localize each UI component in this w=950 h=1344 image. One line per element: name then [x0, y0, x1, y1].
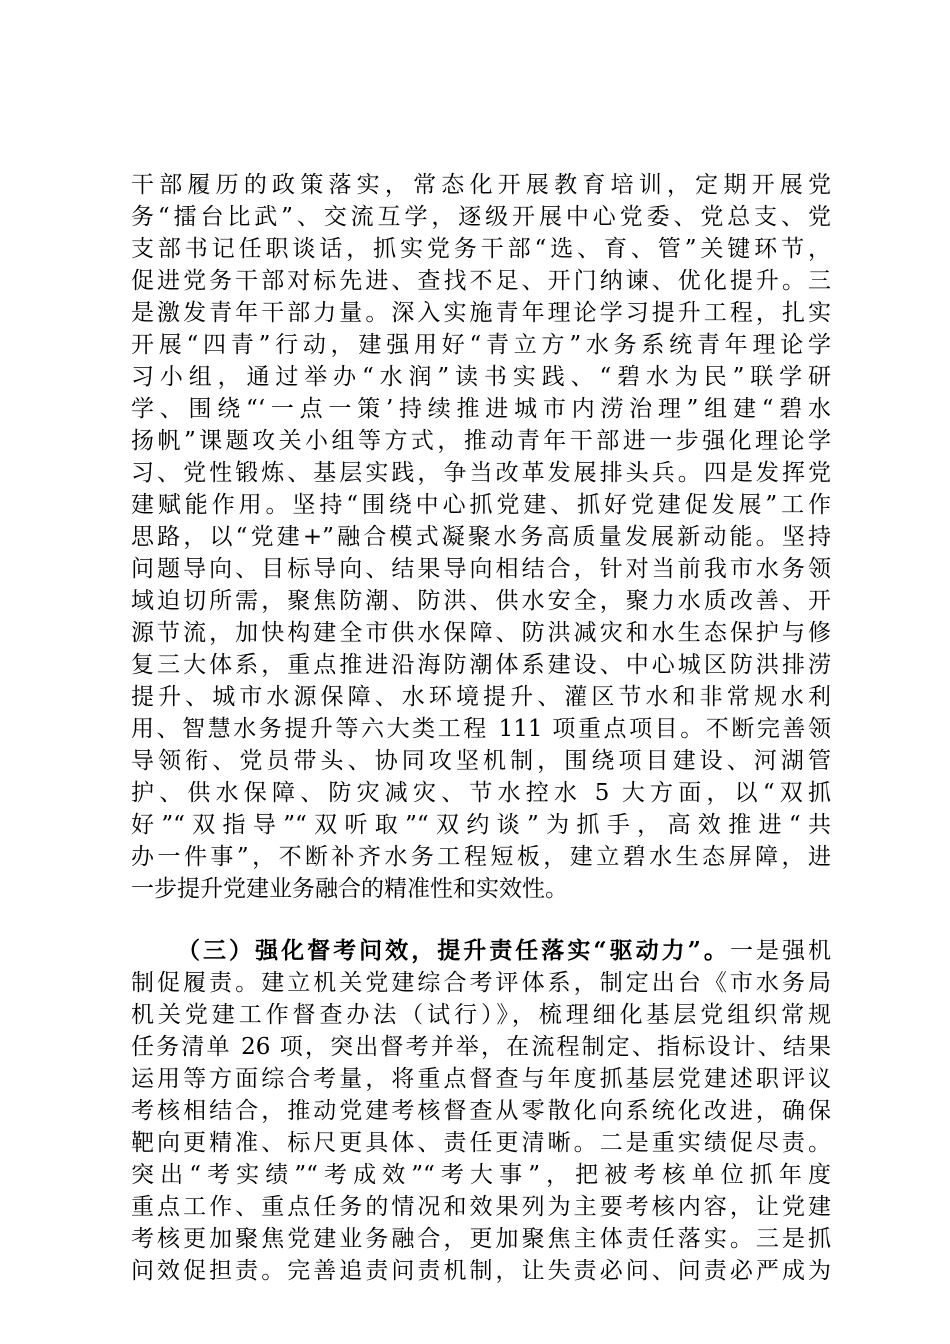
text-line: 源节流，加快构建全市供水保障、防洪减灾和水生态保护与修: [131, 620, 831, 646]
text-line: 思路，以“党建+”融合模式凝聚水务高质量发展新动能。坚持: [131, 524, 831, 550]
text-line: 办一件事”，不断补齐水务工程短板，建立碧水生态屏障，进: [131, 844, 831, 870]
text-line: 促进党务干部对标先进、查找不足、开门纳谏、优化提升。三: [131, 268, 831, 294]
heading-line-rest: 一是强机: [729, 938, 832, 964]
text-line: 制促履责。建立机关党建综合考评体系，制定出台《市水务局: [131, 970, 831, 996]
text-line: 开展“四青”行动，建强用好“青立方”水务系统青年理论学: [131, 332, 831, 358]
text-line: 运用等方面综合考量，将重点督查与年度抓基层党建述职评议: [131, 1066, 831, 1092]
text-line: 干部履历的政策落实，常态化开展教育培训，定期开展党: [131, 172, 831, 198]
text-line: 重点工作、重点任务的情况和效果列为主要考核内容，让党建: [131, 1194, 831, 1220]
text-line: 问题导向、目标导向、结果导向相结合，针对当前我市水务领: [131, 556, 831, 582]
text-line: 是激发青年干部力量。深入实施青年理论学习提升工程，扎实: [131, 300, 831, 326]
text-line: 护、供水保障、防灾减灾、节水控水 5 大方面，以“双抓: [131, 780, 831, 806]
text-line: 务“擂台比武”、交流互学，逐级开展中心党委、党总支、党: [131, 204, 831, 230]
text-line: 靶向更精准、标尺更具体、责任更清晰。二是重实绩促尽责。: [131, 1130, 831, 1156]
paragraph-heading-line: [177, 936, 831, 966]
text-line: 建赋能作用。坚持“围绕中心抓党建、抓好党建促发展”工作: [131, 492, 831, 518]
text-line: 用、智慧水务提升等六大类工程 111 项重点项目。不断完善领: [131, 716, 831, 742]
text-line: 复三大体系，重点推进沿海防潮体系建设、中心城区防洪排涝: [131, 652, 831, 678]
text-line: 任务清单 26 项，突出督考并举，在流程制定、指标设计、结果: [131, 1034, 831, 1060]
text-line: 机关党建工作督查办法（试行）》，梳理细化基层党组织常规: [131, 1002, 831, 1028]
text-line: 好”“双指导”“双听取”“双约谈”为抓手，高效推进“共: [131, 812, 831, 838]
text-line: 考核更加聚焦党建业务融合，更加聚焦主体责任落实。三是抓: [131, 1226, 831, 1252]
text-line: 域迫切所需，聚焦防潮、防洪、供水安全，聚力水质改善、开: [131, 588, 831, 614]
text-line: 考核相结合，推动党建考核督查从零散化向系统化改进，确保: [131, 1098, 831, 1124]
text-line: 习小组，通过举办“水润”读书实践、“碧水为民”联学研: [131, 364, 831, 390]
section-heading: （三）强化督考问效，提升责任落实“驱动力”。: [177, 937, 730, 964]
text-line: 支部书记任职谈话，抓实党务干部“选、育、管”关键环节，: [131, 236, 831, 262]
text-line: 扬帆”课题攻关小组等方式，推动青年干部进一步强化理论学: [131, 428, 831, 454]
text-line: 导领衔、党员带头、协同攻坚机制，围绕项目建设、河湖管: [131, 748, 831, 774]
text-line: 学、围绕“‘一点一策’持续推进城市内涝治理”组建“碧水: [131, 396, 831, 422]
text-line: 突出“考实绩”“考成效”“考大事”，把被考核单位抓年度: [131, 1162, 831, 1188]
text-line: 问效促担责。完善追责问责机制，让失责必问、问责必严成为: [131, 1258, 831, 1284]
text-line: 一步提升党建业务融合的精准性和实效性。: [131, 876, 568, 902]
text-line: 习、党性锻炼、基层实践，争当改革发展排头兵。四是发挥党: [131, 460, 831, 486]
text-line: 提升、城市水源保障、水环境提升、灌区节水和非常规水利: [131, 684, 831, 710]
